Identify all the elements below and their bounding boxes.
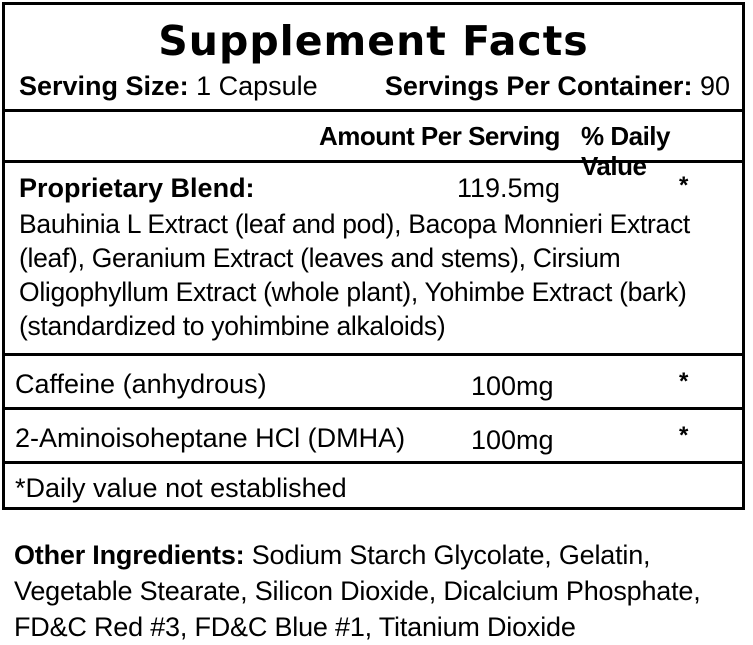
blend-ingredients-line: Oligophyllum Extract (whole plant), Yohimbe Extract (bark) bbox=[19, 277, 687, 307]
servings-per-container-value: 90 bbox=[699, 71, 730, 101]
other-ingredients-text: Sodium Starch Glycolate, Gelatin, Vegetable Stearate, Silicon Dioxide, Dicalcium Phosphate, FD&C Red #3, FD&C Blue #1, Titanium Dioxide bbox=[14, 540, 701, 642]
servings-per-container bbox=[385, 71, 730, 101]
blend-daily-value: * bbox=[679, 172, 689, 199]
supplement-facts-panel bbox=[2, 2, 745, 510]
divider bbox=[5, 407, 742, 410]
serving-info bbox=[19, 71, 730, 101]
panel-title: Supplement Facts bbox=[158, 17, 589, 65]
blend-ingredients-line: Bauhinia L Extract (leaf and pod), Bacopa Monnieri Extract bbox=[19, 209, 690, 239]
servings-per-container-label: Servings Per Container: bbox=[384, 71, 693, 101]
other-ingredients bbox=[14, 537, 749, 645]
blend-amount: 119.5mg bbox=[457, 173, 561, 203]
divider bbox=[5, 353, 742, 356]
divider bbox=[5, 461, 742, 464]
serving-size-label: Serving Size: bbox=[19, 71, 189, 101]
divider bbox=[5, 160, 742, 163]
caffeine-name: Caffeine (anhydrous) bbox=[15, 369, 267, 399]
header-daily-value: % Daily Value bbox=[581, 121, 670, 181]
caffeine-daily-value: * bbox=[679, 368, 689, 395]
blend-ingredients-line: (standardized to yohimbine alkaloids) bbox=[19, 311, 446, 341]
caffeine-amount: 100mg bbox=[471, 371, 554, 401]
dmha-name: 2-Aminoisoheptane HCl (DMHA) bbox=[15, 423, 406, 453]
blend-name: Proprietary Blend: bbox=[19, 173, 255, 203]
serving-size bbox=[19, 71, 318, 101]
dmha-daily-value: * bbox=[679, 422, 689, 449]
blend-ingredients-line: (leaf), Geranium Extract (leaves and stems), Cirsium bbox=[19, 243, 621, 273]
divider bbox=[5, 109, 742, 112]
header-amount-per-serving: Amount Per Serving bbox=[319, 121, 560, 151]
blend-ingredients bbox=[19, 207, 744, 343]
dmha-amount: 100mg bbox=[471, 425, 554, 455]
footnote: *Daily value not established bbox=[15, 473, 347, 503]
serving-size-value: 1 Capsule bbox=[196, 71, 318, 101]
other-ingredients-label: Other Ingredients: bbox=[14, 540, 245, 570]
